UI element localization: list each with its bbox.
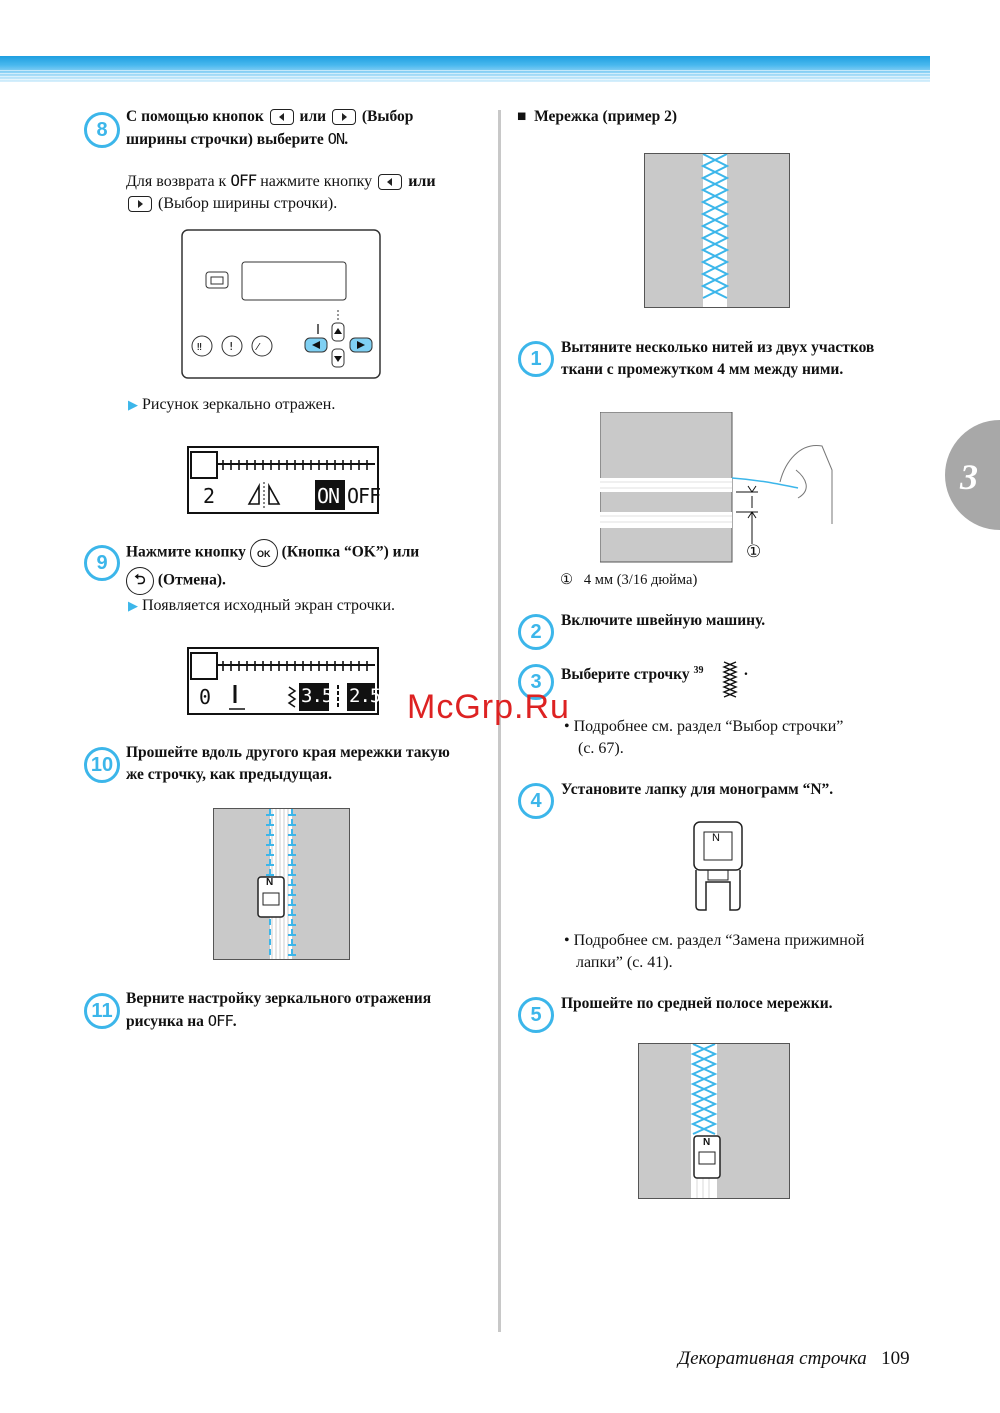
chapter-number: 3 [960,457,978,497]
result-arrow-icon: ▶ [128,397,138,412]
ok-button-icon: OK [250,539,278,567]
fabric-sewing-illustration-5 [638,1043,790,1199]
lcd-width-value: 2 [203,484,215,508]
step-3-text: Выберите строчку [561,666,690,684]
step-4-badge: 4 [518,783,554,819]
stitch-number: 39 [693,665,704,676]
step-11-instruction [126,988,496,1033]
step-11-line-1: Верните настройку зеркального отражения [126,990,432,1007]
n-foot-label: N [703,1137,711,1148]
step-9-text-b: (Кнопка “OK”) или [281,543,420,561]
footer-title: Декоративная строчка [678,1348,867,1369]
foot-n-label: N [712,832,720,844]
step-8-instruction [126,106,496,151]
step-8-note-d: (Выбор ширины строчки). [158,195,338,212]
step-8-text-b: или [299,108,327,125]
step-9-text-a: Нажмите кнопку [126,543,246,561]
fabric-result-graphic [645,154,789,307]
step-4-reference [564,930,984,974]
step-11-text-b: . [232,1013,237,1030]
step-5-instruction: Прошейте по средней полосе мережки. [561,995,833,1012]
step-11-badge: 11 [84,993,120,1029]
step-4-instruction: Установите лапку для монограмм “N”. [561,781,834,798]
step-9-result-text: Появляется исходный экран строчки. [142,597,396,614]
step-8-note-c: или [408,173,436,190]
step-11-text-a: рисунка на [126,1013,204,1030]
step-9-text-c: (Отмена). [157,571,226,589]
lcd-length-value: 0 [199,685,211,709]
result-arrow-icon: ▶ [128,598,138,613]
svg-text:⁄: ⁄ [257,342,259,353]
note-number: ① [560,572,573,588]
off-lcd-word: OFF [230,171,257,190]
stitch-pattern-icon [720,660,740,700]
step-10-line-2: же строчку, как предыдущая. [126,766,332,783]
step-1-line-2: ткани с промежутком 4 мм между ними. [561,361,844,378]
step-8-note-a: Для возврата к [126,173,227,190]
step-10-instruction [126,742,496,786]
section-title [517,106,677,128]
step-2-badge: 2 [518,614,554,650]
lcd-width-value: 3.5 [301,685,333,707]
page-number: 109 [881,1348,910,1369]
lcd-screen-mirror [187,446,379,514]
svg-text:!: ! [229,340,234,353]
step-9-instruction [126,539,496,595]
step-8-text-e: . [344,131,349,148]
off-lcd-word: OFF [207,1012,233,1030]
section-title-text: Мережка (пример 2) [534,108,677,125]
right-arrow-key-icon [128,196,152,212]
step-8-text-d: ширины строчки) выберите [126,131,324,148]
step-3-instruction [561,660,704,686]
lcd-off-value: OFF [347,484,381,508]
lcd-on-value: ON [317,484,340,508]
callout-1-label: ① [746,542,762,561]
step-8-text-a: С помощью кнопок [126,108,264,125]
step-3-dot: . [744,662,748,679]
step-1-badge: 1 [518,341,554,377]
step-8-text-c: (Выбор [361,108,414,125]
fabric-result-illustration [644,153,790,308]
step-8-badge: 8 [84,112,120,148]
step-9-result [128,595,395,617]
fabric-sewing-illustration-10 [213,808,350,960]
lcd-stitch-length-value: 2.5 [349,685,381,707]
step-5-badge: 5 [518,997,554,1033]
step-8-return-note [126,170,496,215]
step-8-result-text: Рисунок зеркально отражен. [142,396,336,413]
note-text: 4 мм (3/16 дюйма) [583,572,698,588]
step-10-line-1: Прошейте вдоль другого края мережки такую [126,744,450,761]
left-arrow-key-icon [378,174,402,190]
cancel-back-icon: ⮌ [126,567,154,595]
page-footer [678,1348,910,1370]
step-8-note-b: нажмите кнопку [260,173,373,190]
left-arrow-key-icon [270,109,294,125]
step-3-reference [564,716,984,760]
step-1-instruction [561,337,981,381]
lcd-screen-initial [187,647,379,715]
step-8-result [128,394,335,416]
step-4-ref-line-2: лапки” (с. 41). [576,954,673,971]
on-lcd-word: ON [327,130,345,148]
thread-pulling-illustration [600,412,840,564]
header-band-lines [0,70,930,82]
step-3-ref-line-2: (с. 67). [578,740,624,757]
watermark: McGrp.Ru [407,688,570,726]
step-2-instruction: Включите швейную машину. [561,612,766,629]
step-10-badge: 10 [84,747,120,783]
step-1-line-1: Вытяните несколько нитей из двух участков [561,339,875,356]
square-bullet-icon: ■ [517,108,527,125]
svg-text:‼: ‼ [197,342,202,353]
step-4-ref-line-1: • Подробнее см. раздел “Замена прижимной [564,932,865,949]
fabric-stitches-graphic [214,809,349,959]
right-arrow-key-icon [332,109,356,125]
step-3-badge: 3 [518,664,554,700]
fabric-center-stitch-graphic [639,1044,789,1198]
measurement-note [560,572,697,589]
n-foot-label: N [266,877,274,888]
step-9-badge: 9 [84,545,120,581]
control-panel-illustration [180,228,382,380]
step-3-ref-line-1: • Подробнее см. раздел “Выбор строчки” [564,718,844,735]
